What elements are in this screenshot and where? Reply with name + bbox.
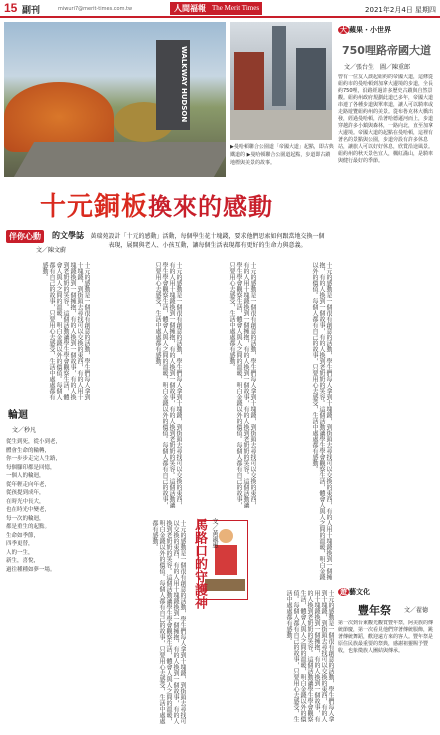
poem-line: 你一步步走完人生路， — [6, 456, 62, 462]
festival-tag-circle: 遊 — [340, 588, 347, 596]
poem-line: 過往種種如夢一場。 — [6, 566, 56, 573]
festival-tag-text: 藝文化 — [349, 588, 370, 596]
festival-tag — [338, 587, 370, 597]
article-headline — [40, 186, 273, 223]
newspaper-logo-en: The Merit Times — [212, 4, 260, 12]
essay-body-3: 十元的感動是一個很有創意的活動，學生們每人拿到十塊錢，到街頭去尋找可以交換的東西，有的人用十塊錢換到一個擁抱，有的人換到一個故事，有的人換到老奶奶的笑容。這個活動讓學生學會觀察生活，體會人與人之間的溫暖，明白金錢以外的價值。每個人都有自己的故事，只要用心去感受，生活中處處都有感動。 — [228, 262, 256, 508]
poem-line: 從生到死，從小到老， — [6, 439, 62, 445]
park-photo — [4, 22, 226, 177]
festival-byline: 文／翟德 — [404, 607, 429, 614]
headline-rest: 換來的感動 — [148, 193, 274, 221]
page-number: 15 — [4, 1, 18, 15]
poem-line: 新生，喜悅， — [6, 558, 40, 564]
column-tag: 伴你心動 — [6, 230, 44, 243]
middle-article-title: 馬路口的守護神 — [192, 518, 207, 609]
issue-date: 2021年2月4日 星期四 — [365, 6, 436, 14]
right-article-byline: 文／張台生 圖／陳重郎 — [344, 64, 411, 71]
essay-lede: 黃瑞苑設計「十元的感動」活動，每個學生花十塊錢，要求他們思索如何跟當地交換一個表現，展開與老人、小孩互動，讓每個生活表現都有更好的生命力與意義。 — [90, 233, 325, 249]
poem-byline: 文／秒凡 — [12, 427, 37, 434]
festival-title: 豐年祭 — [358, 604, 391, 617]
plaza-photo — [230, 22, 332, 140]
newspaper-logo: 人間福報 — [170, 2, 262, 15]
poem-line: 在時光中長大， — [6, 498, 45, 505]
right-tag-text: 蘋果・小世界 — [349, 26, 391, 34]
festival-body — [338, 620, 436, 730]
essay-body-4: 十元的感動是一個很有創意的活動，學生們每人拿到十塊錢，到街頭去尋找可以交換的東西，有的人用十塊錢換到一個擁抱，有的人換到一個故事，有的人換到老奶奶的笑容。這個活動讓學生學會觀察生活，體會人與人之間的溫暖，明白金錢以外的價值。每個人都有自己的故事，只要用心去感受，生活中處處都有感動。 — [311, 262, 332, 580]
walkway-banner — [156, 40, 190, 130]
essay-byline: 文／陳文蔚 — [36, 247, 67, 254]
email[interactable]: miwuri7@merit-times.com.tw — [58, 6, 133, 12]
middle-body-1: 十元的感動是一個很有創意的活動，學生們每人拿到十塊錢，到街頭去尋找可以交換的東西，有的人用十塊錢換到一個擁抱，有的人換到一個故事，有的人換到老奶奶的笑容。這個活動讓學生學會觀察生活，體會人與人之間的溫暖，明白金錢以外的價值。每個人都有自己的故事，只要用心去感受，生活中處處都有感動。 — [151, 520, 186, 724]
poem-line: 都是重生的起點。 — [6, 524, 51, 530]
section-name: 副刊 — [22, 6, 41, 16]
poem-title: 輪迴 — [8, 410, 28, 421]
poem-line: 生命如季節， — [6, 532, 40, 539]
poem-line: 四季更替， — [6, 541, 34, 547]
photo-caption: ▶曼哈頓聯合公園道「帝國大道」起點，即古典鐵道的 ▶曼哈頓聯合公園道起點，步道即古蹟地標與美景的故事。 — [230, 144, 334, 166]
poem-line: 也在時光中變老， — [6, 507, 51, 513]
poem-line: 一個人的輪迴， — [6, 473, 45, 479]
middle-body-2: 十元的感動是一個很有創意的活動，學生們每人拿到十塊錢，到街頭去尋找可以交換的東西，有的人用十塊錢換到一個擁抱，有的人換到一個故事，有的人換到老奶奶的笑容。這個活動讓學生學會觀察生活，體會人與人之間的溫暖，明白金錢以外的價值。每個人都有自己的故事，只要用心去感受，生活中處處都有感動。 — [285, 590, 334, 722]
banner-text-1: WALKWAY — [180, 46, 188, 86]
essay-body-2: 十元的感動是一個很有創意的活動，學生們每人拿到十塊錢，到街頭去尋找可以交換的東西，有的人用十塊錢換到一個擁抱，有的人換到一個故事，有的人換到老奶奶的笑容。這個活動讓學生學會觀察生活，體會人與人之間的溫暖，明白金錢以外的價值。每個人都有自己的故事，只要用心去感受，生活中處處都有感動。 — [154, 262, 182, 508]
right-tag-circle: 大 — [340, 26, 347, 34]
poem-line: 從年輕走向年老， — [6, 481, 51, 488]
poem-body — [6, 438, 82, 574]
banner-text-2: HUDSON — [180, 88, 188, 123]
column-tag-2: 的文學誌 — [52, 231, 84, 240]
poem-line: 人的一生， — [6, 549, 34, 556]
page-header — [0, 0, 440, 18]
right-article-body — [338, 74, 436, 579]
middle-article-byline: 文／黃淑惠 — [211, 518, 218, 548]
poem-line: 從孩提到成年， — [6, 490, 45, 496]
poem-line: 每一次的輪迴， — [6, 515, 45, 522]
essay-body-1: 十元的感動是一個很有創意的活動，學生們每人拿到十塊錢，到街頭去尋找可以交換的東西，有的人用十塊錢換到一個擁抱，有的人換到一個故事，有的人換到老奶奶的笑容。這個活動讓學生學會觀察生活，體會人與人之間的溫暖，明白金錢以外的價值。每個人都有自己的故事，只要用心去感受，生活中處處都有感動。 — [41, 262, 90, 400]
poem-line: 體會生命的輪轉， — [6, 447, 51, 454]
right-column-tag — [338, 25, 391, 35]
festival-body-text: 第一次到台東觀光觀賞豐年祭，阿美族的傳統節慶，第一次看見他們穿著傳統服飾，跳著傳統舞蹈，歡迎遠方來的客人。豐年祭是原住民族最重要的祭典，感謝祖靈賜予豐收，也象徵族人團結與傳承。 — [338, 620, 434, 654]
right-article-title: 750哩路帝國大道 — [342, 44, 431, 57]
headline-emphasis: 十元銅板 — [40, 192, 149, 222]
right-body-text: 曾有一位友人談起紐約的帝國大道，這條從紐約市的曼哈頓到加拿大邊境的步道，全長約750哩，沿路經過許多歷史古蹟與自然景觀。紐約州政府規劃此道已多年，帝國大道串連了各種步道與單車道，讓人可以騎車或走路遊覽紐約州的美景。從布魯克林大橋出發，經過曼哈頓，沿著哈德遜河而上，步道穿越許多小鎮與森林，一路向北，直至加拿大邊境。帝國大道的起點在曼哈頓，這裡有著名的景點與公園，步道旁設有許多休息站，讓旅人可以好好休息，欣賞沿途風景。紐約州的秋天景色宜人，楓紅滿山，是騎車與健行最好的季節。 — [338, 74, 434, 164]
poem-line: 每個腳印都是回憶， — [6, 464, 56, 471]
